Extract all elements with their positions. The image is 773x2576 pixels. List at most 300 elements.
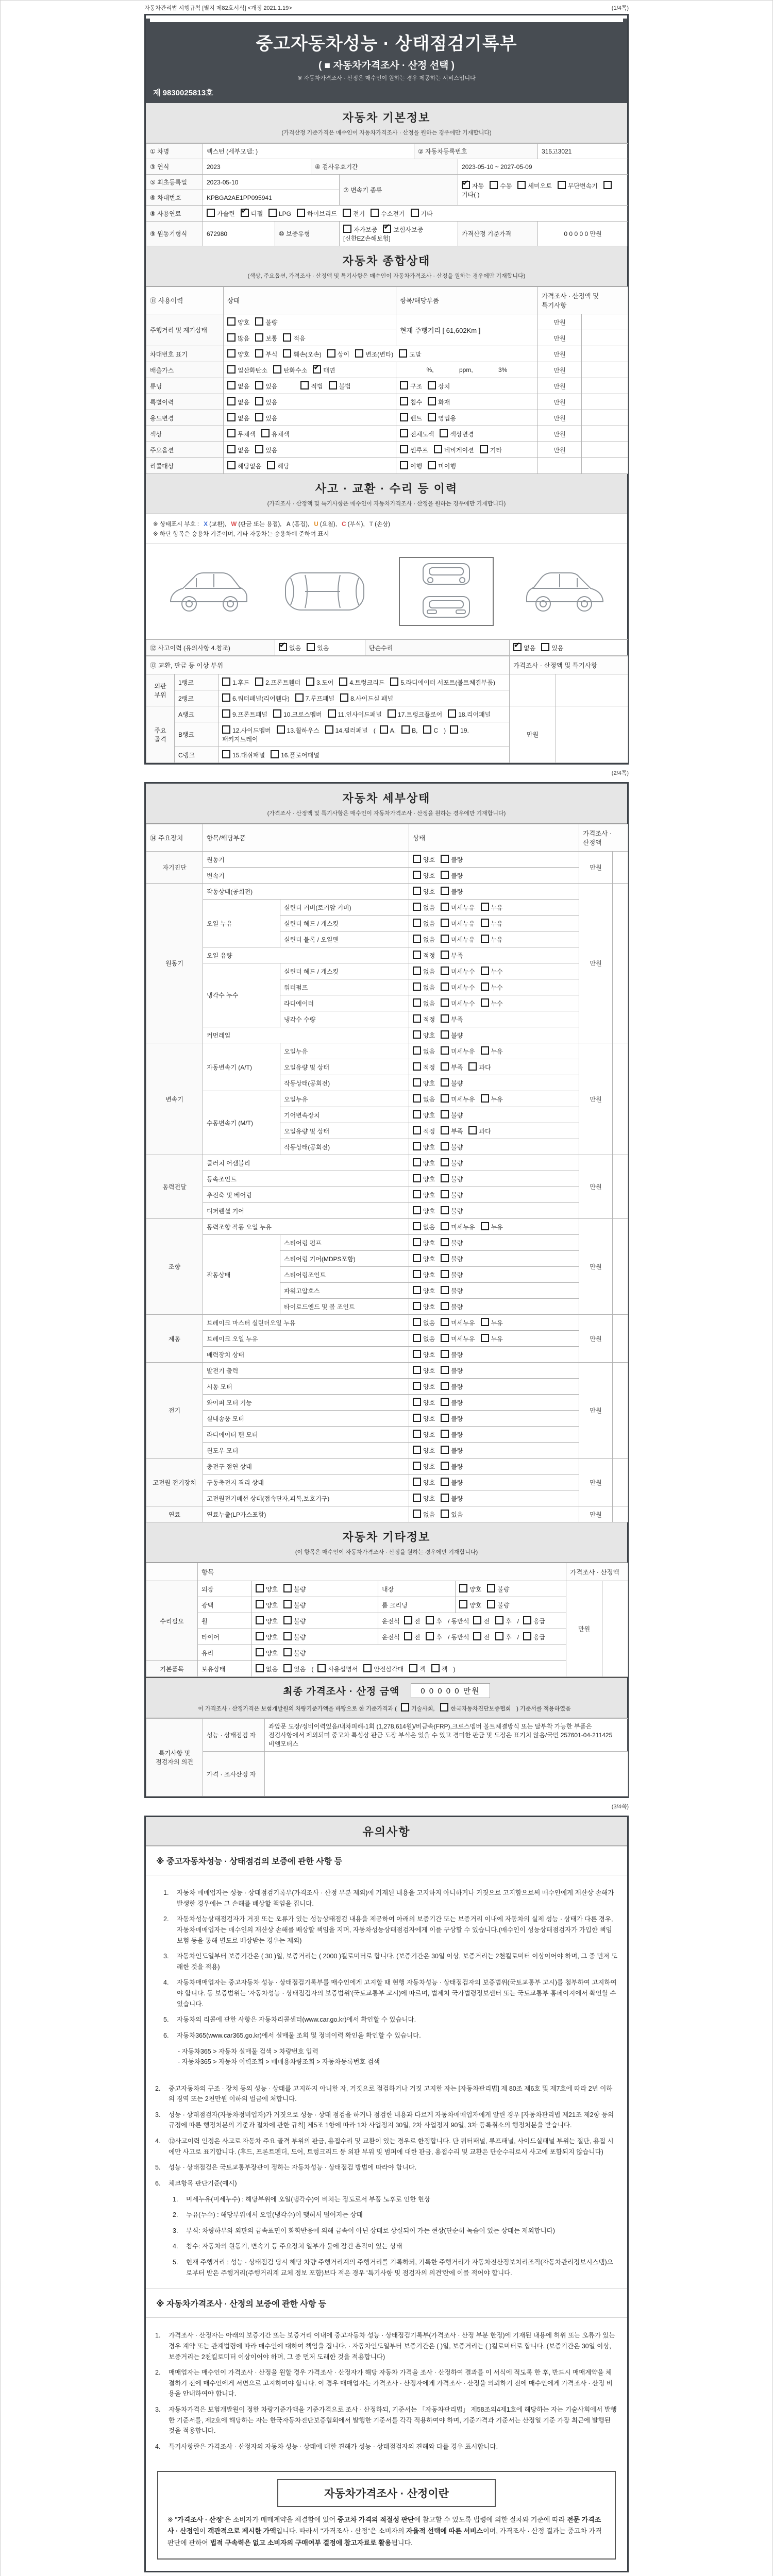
checkbox-label: C [433,727,439,734]
checkbox-label: 17.트렁크플로어 [397,711,443,718]
notice-item [163,1888,618,1909]
checkbox-없음[interactable] [513,643,522,651]
checkbox-불량[interactable] [487,1584,495,1592]
checkbox-C[interactable] [423,725,431,734]
checkbox-없음[interactable] [413,998,421,1007]
table-cell [409,1235,579,1251]
checkbox-후[interactable] [495,1632,503,1640]
checkbox-영업용[interactable] [428,413,436,421]
checkbox-불량[interactable] [441,1478,449,1486]
cell-text: 2023-05-10 [207,178,239,186]
checkbox-B,[interactable] [401,725,410,734]
checkbox-수동[interactable] [490,181,498,189]
checkbox-19.패키지트레이[interactable] [450,725,458,734]
checkbox-누수[interactable] [481,998,489,1007]
checkbox-있음[interactable] [255,413,263,421]
checkbox-불량[interactable] [441,1238,449,1246]
checkbox-후[interactable] [426,1632,434,1640]
checkbox-미세누유[interactable] [441,935,449,943]
checkbox-훼손(오손)[interactable] [283,349,291,358]
checkbox-기술사회,[interactable] [401,1703,409,1711]
checkbox-렌트[interactable] [400,413,408,421]
cell-text: 외판 부위 [154,682,166,699]
cell-text: 0 0 0 0 0 만원 [564,230,602,238]
checkbox-누유[interactable] [481,903,489,911]
checkbox-탄화수소[interactable] [273,365,281,374]
checkbox-양호[interactable] [413,1174,421,1182]
checkbox-불량[interactable] [441,1158,449,1166]
checkbox-전[interactable] [473,1616,481,1624]
checkbox-유채색[interactable] [261,429,270,437]
checkbox-구조[interactable] [400,381,408,389]
table-row [146,1171,628,1187]
checkbox-15.대쉬패널[interactable] [222,750,230,758]
checkbox-양호[interactable] [413,855,421,863]
checkbox-적정[interactable] [413,951,421,959]
checkbox-부족[interactable] [441,951,449,959]
checkbox-17.트렁크플로어[interactable] [388,709,396,718]
checkbox-label: 디젤 [250,210,263,217]
checkbox-없음[interactable] [227,413,236,421]
checkbox-양호[interactable] [256,1584,264,1592]
checkbox-전[interactable] [404,1616,412,1624]
table-row [146,410,628,426]
table-cell [409,1331,579,1347]
notice-subitem-number: 4. [173,2243,178,2250]
inline-text: / 동반석 [447,1634,469,1641]
checkbox-불량[interactable] [441,1078,449,1087]
checkbox-기타[interactable] [480,445,488,453]
cell-text: 만원 [578,1625,591,1633]
checkbox-잭[interactable] [409,1664,417,1672]
table-cell [582,314,628,330]
checkbox-양호[interactable] [413,1398,421,1406]
checkbox-7.루프패널[interactable] [295,693,304,702]
checkbox-불량[interactable] [441,1494,449,1502]
final-amount-note [146,1703,627,1718]
checkbox-미세누유[interactable] [441,1318,449,1326]
checkbox-LPG[interactable] [268,209,277,217]
checkbox-불량[interactable] [441,1414,449,1422]
appraisal-segment: 객관적으로 제시한 가액 [207,2527,276,2535]
checkbox-안전삼각대[interactable] [363,1664,372,1672]
table-row [146,1315,628,1331]
checkbox-있음[interactable] [441,1510,449,1518]
checkbox-양호[interactable] [413,1254,421,1262]
checkbox-양호[interactable] [413,1350,421,1358]
checkbox-불량[interactable] [441,1190,449,1198]
checkbox-label: 미세누유 [451,936,475,943]
checkbox-매연[interactable] [313,365,321,374]
cell-text: 672980 [207,230,228,238]
checkbox-1.후드[interactable] [222,677,230,686]
checkbox-label: 미세누수 [451,1000,475,1007]
checkbox-12.사이드멤버[interactable] [222,725,230,734]
checkbox-미세누유[interactable] [441,919,449,927]
checkbox-양호[interactable] [413,1494,421,1502]
table-cell [538,314,582,330]
checkbox-불량[interactable] [441,1270,449,1278]
cell-text: 배력장치 상태 [207,1351,244,1359]
checkbox-없음[interactable] [413,903,421,911]
checkbox-불량[interactable] [487,1600,495,1608]
checkbox-label: 없음 [423,1048,435,1055]
checkbox-부식[interactable] [255,349,263,358]
checkbox-전[interactable] [473,1632,481,1640]
checkbox-불량[interactable] [441,1398,449,1406]
checkbox-양호[interactable] [256,1616,264,1624]
checkbox-불량[interactable] [441,1462,449,1470]
checkbox-응급[interactable] [523,1632,531,1640]
checkbox-양호[interactable] [413,1158,421,1166]
document-title: 중고자동차성능 · 상태점검기록부 [256,34,517,54]
checkbox-있음[interactable] [255,445,263,453]
checkbox-무단변속기[interactable] [558,181,566,189]
checkbox-양호[interactable] [459,1584,467,1592]
table-cell [396,458,538,474]
checkbox-불량[interactable] [441,1446,449,1454]
checkbox-후[interactable] [495,1616,503,1624]
checkbox-디젤[interactable] [241,209,249,217]
checkbox-미세누유[interactable] [441,903,449,911]
table-cell [146,674,175,706]
checkbox-없음[interactable] [413,935,421,943]
table-row [146,1581,628,1597]
checkbox-부족[interactable] [441,1062,449,1071]
checkbox-불량[interactable] [441,887,449,895]
cell-text: 기본품목 [160,1665,184,1673]
checkbox-label: 미세누유 [451,1335,475,1343]
checkbox-16.플로어패널[interactable] [271,750,279,758]
checkbox-양호[interactable] [413,1302,421,1310]
checkbox-있음[interactable] [541,643,549,651]
checkbox-누유[interactable] [481,1046,489,1055]
checkbox-11.인사이드패널[interactable] [328,709,336,718]
table-cell [409,1283,579,1299]
checkbox-양호[interactable] [413,1414,421,1422]
checkbox-label: 장치 [438,383,450,390]
checkbox-양호[interactable] [413,1190,421,1198]
notice-item [163,1914,618,1946]
checkbox-양호[interactable] [459,1600,467,1608]
checkbox-없음[interactable] [227,381,236,389]
checkbox-양호[interactable] [256,1648,264,1656]
legend-label: (흠집), [290,521,311,528]
checkbox-label: 적정 [423,952,435,959]
checkbox-불량[interactable] [441,1366,449,1374]
checkbox-양호[interactable] [413,1078,421,1087]
cell-text: 기어변속장치 [284,1111,320,1119]
checkbox-잭[interactable] [431,1664,440,1672]
header-cell [146,656,510,674]
checkbox-불량[interactable] [441,1302,449,1310]
car-diagrams [146,544,627,639]
checkbox-없음[interactable] [413,1094,421,1103]
table-row [146,1363,628,1379]
checkbox-양호[interactable] [413,1206,421,1214]
checkbox-양호[interactable] [413,871,421,879]
checkbox-양호[interactable] [413,1286,421,1294]
cell-text: 커먼레일 [207,1031,231,1039]
checkbox-양호[interactable] [413,1382,421,1390]
checkbox-기타[interactable] [411,209,419,217]
checkbox-미세누유[interactable] [441,1046,449,1055]
checkbox-전체도색[interactable] [400,429,408,437]
table-cell [203,1155,409,1171]
checkbox-없음[interactable] [413,982,421,991]
checkbox-10.크로스멤버[interactable] [273,709,281,718]
checkbox-불량[interactable] [283,1632,292,1640]
checkbox-불량[interactable] [441,1350,449,1358]
checkbox-불량[interactable] [283,1648,292,1656]
table-row [146,1379,628,1395]
checkbox-가솔린[interactable] [207,209,215,217]
checkbox-미세누유[interactable] [441,1334,449,1342]
notice-subitem-text: 침수: 자동차의 원동기, 변속기 등 주요장치 일부가 물에 잠긴 흔적이 있는 상태 [186,2243,402,2250]
checkbox-불량[interactable] [283,1584,292,1592]
checkbox-불법[interactable] [329,381,337,389]
checkbox-label: 양호 [423,1192,435,1199]
table-cell [203,1475,409,1490]
checkbox-양호[interactable] [413,1030,421,1039]
checkbox-label: 불량 [451,1479,463,1486]
checkbox-label: 불량 [451,888,463,895]
table-cell [203,963,280,1027]
checkbox-무채색[interactable] [227,429,236,437]
checkbox-불량[interactable] [441,1382,449,1390]
checkbox-label: 적음 [293,335,306,342]
checkbox-있음[interactable] [307,643,315,651]
checkbox-자가보증[interactable] [343,225,351,233]
checkbox-미세누유[interactable] [441,1094,449,1103]
checkbox-전기[interactable] [343,209,351,217]
checkbox-14.필러패널[interactable] [325,725,333,734]
table-cell [146,1155,203,1219]
table-cell [203,1091,280,1155]
checkbox-누유[interactable] [481,919,489,927]
checkbox-불량[interactable] [255,317,263,326]
checkbox-없음[interactable] [413,1222,421,1230]
checkbox-적정[interactable] [413,1014,421,1023]
checkbox-썬루프[interactable] [400,445,408,453]
checkbox-양호[interactable] [413,1430,421,1438]
checkbox-누유[interactable] [481,1222,489,1230]
checkbox-사용설명서[interactable] [317,1664,326,1672]
checkbox-응급[interactable] [523,1616,531,1624]
checkbox-상이[interactable] [327,349,335,358]
checkbox-색상변경[interactable] [440,429,448,437]
cell-text: 가격조사 · 산정액 및 특기사항 [513,662,597,669]
table-cell [219,674,510,690]
notice-subitem-number: 1. [173,2195,178,2203]
table-row [146,640,628,656]
table-cell [146,1719,203,1797]
checkbox-불량[interactable] [283,1600,292,1608]
checkbox-불량[interactable] [441,1030,449,1039]
checkbox-장치[interactable] [428,381,436,389]
checkbox-누수[interactable] [481,982,489,991]
checkbox-label: 미세누유 [451,1096,475,1103]
checkbox-양호[interactable] [413,1110,421,1118]
checkbox-13.휠하우스[interactable] [277,725,285,734]
cell-text: 오일유량 및 상태 [284,1127,329,1135]
checkbox-미세누수[interactable] [441,967,449,975]
checkbox-불량[interactable] [441,1254,449,1262]
checkbox-이행[interactable] [400,461,408,469]
table-row [146,1597,628,1613]
checkbox-보험사보증[interactable] [383,225,391,233]
checkbox-A,[interactable] [380,725,388,734]
checkbox-일산화탄소[interactable] [227,365,236,374]
checkbox-양호[interactable] [413,1478,421,1486]
checkbox-5.라디에이터 서포트(볼트체결부품)[interactable] [390,677,398,686]
checkbox-없음[interactable] [279,643,287,651]
checkbox-label: 양호 [423,1272,435,1279]
table-cell [409,1443,579,1459]
checkbox-자동[interactable] [462,181,470,189]
checkbox-양호[interactable] [413,1366,421,1374]
checkbox-불량[interactable] [283,1616,292,1624]
checkbox-불량[interactable] [441,1110,449,1118]
checkbox-label: 없음 [423,1319,435,1327]
checkbox-하이브리드[interactable] [297,209,305,217]
checkbox-label: 수동 [500,182,512,190]
checkbox-해당[interactable] [267,461,275,469]
cell-text: 등속조인트 [207,1175,237,1183]
checkbox-양호[interactable] [227,349,236,358]
checkbox-화재[interactable] [428,397,436,405]
cell-text: 변속기 [165,1095,183,1103]
cell-text: 오일누유 [284,1095,308,1103]
notice-item [155,2442,618,2452]
checkbox-누수[interactable] [481,967,489,975]
checkbox-없음[interactable] [413,1334,421,1342]
checkbox-없음[interactable] [413,1510,421,1518]
checkbox-label: 양호 [423,1144,435,1151]
checkbox-적음[interactable] [283,333,291,342]
checkbox-있음[interactable] [283,1664,292,1672]
checkbox-4.트렁크리드[interactable] [339,677,347,686]
checkbox-불량[interactable] [441,871,449,879]
notice-item [155,2404,618,2436]
checkbox-없음[interactable] [413,919,421,927]
checkbox-전[interactable] [404,1632,412,1640]
checkbox-양호[interactable] [413,1462,421,1470]
checkbox-양호[interactable] [413,1142,421,1150]
table-cell [280,1251,409,1267]
checkbox-보통[interactable] [255,333,263,342]
notice-item-number: 3. [155,2111,161,2119]
checkbox-label: 변조(변타) [365,351,394,358]
notice-item [155,2136,618,2157]
basic-info-note: (가격산정 기준가격은 매수인이 자동차가격조사 · 산정을 원하는 경우에만 기재합니다) [281,130,492,136]
table-cell [146,1506,203,1522]
checkbox-과다[interactable] [468,1062,477,1071]
checkbox-양호[interactable] [413,1238,421,1246]
checkbox-미세누수[interactable] [441,982,449,991]
table-row [146,1331,628,1347]
checkbox-누유[interactable] [481,1334,489,1342]
checkbox-불량[interactable] [441,855,449,863]
checkbox-네비게이션[interactable] [434,445,442,453]
checkbox-미이행[interactable] [428,461,436,469]
checkbox-한국자동차진단보증협회[interactable] [440,1703,448,1711]
checkbox-불량[interactable] [441,1286,449,1294]
checkbox-적법[interactable] [300,381,309,389]
checkbox-9.프론트패널[interactable] [222,709,230,718]
checkbox-6.쿼터패널(리어휀다)[interactable] [222,693,230,702]
checkbox-양호[interactable] [256,1632,264,1640]
checkbox-18.리어패널[interactable] [448,709,456,718]
checkbox-8.사이드실 패널[interactable] [340,693,348,702]
page-marker-2: (2/4쪽) [611,770,629,776]
cell-text: B랭크 [178,731,195,738]
checkbox-있음[interactable] [255,397,263,405]
checkbox-해당없음[interactable] [227,461,236,469]
checkbox-양호[interactable] [256,1600,264,1608]
checkbox-불량[interactable] [441,1174,449,1182]
checkbox-없음[interactable] [256,1664,264,1672]
checkbox-부족[interactable] [441,1126,449,1134]
table-cell [280,916,409,931]
checkbox-미세누수[interactable] [441,998,449,1007]
notice-sec2-header: ※ 자동차가격조사 · 산정의 보증에 관한 사항 등 [146,2289,627,2318]
checkbox-불량[interactable] [441,1206,449,1214]
cell-text: 수리필요 [160,1617,184,1625]
checkbox-미세누유[interactable] [441,1222,449,1230]
checkbox-양호[interactable] [227,317,236,326]
checkbox-세미오토[interactable] [517,181,526,189]
checkbox-2.프론트휀더[interactable] [255,677,263,686]
checkbox-없음[interactable] [413,1318,421,1326]
checkbox-양호[interactable] [413,1270,421,1278]
checkbox-label: 양호 [423,856,435,863]
checkbox-누유[interactable] [481,1094,489,1103]
checkbox-수소전기[interactable] [371,209,379,217]
checkbox-양호[interactable] [413,1446,421,1454]
checkbox-있음[interactable] [255,381,263,389]
table-cell [582,426,628,442]
checkbox-적정[interactable] [413,1062,421,1071]
table-cell [280,1299,409,1315]
table-cell [458,159,628,175]
checkbox-도말[interactable] [399,349,407,358]
checkbox-불량[interactable] [441,1142,449,1150]
checkbox-적정[interactable] [413,1126,421,1134]
cell-text: ① 차명 [150,148,170,155]
notice-item-text: 성능 · 상태점검자(자동차정비업자)가 거짓으로 성능 · 상태 점검을 하거나 점검한 내용과 다르게 자동차매매업자에게 알린 경우 [자동차관리법 제21조 제2항 등의 규정에 따른 행정처분의 기준과 절차에 관한 규칙] 제5조 1항에 따라 1차 사업정지 30일, 2차 사업정지 90일, 3차 등록취소의 행정처분을 받습니다. [169,2111,614,2129]
checkbox-변조(변타)[interactable] [355,349,363,358]
checkbox-없음[interactable] [227,445,236,453]
checkbox-누유[interactable] [481,1318,489,1326]
checkbox-없음[interactable] [413,1046,421,1055]
checkbox-기타( )[interactable] [603,181,612,189]
checkbox-3.도어[interactable] [306,677,314,686]
checkbox-불량[interactable] [441,1430,449,1438]
checkbox-없음[interactable] [227,397,236,405]
checkbox-후[interactable] [426,1616,434,1624]
checkbox-부족[interactable] [441,1014,449,1023]
checkbox-양호[interactable] [413,887,421,895]
checkbox-많음[interactable] [227,333,236,342]
cell-text: ⑩ 보증유형 [279,230,310,238]
checkbox-누유[interactable] [481,935,489,943]
checkbox-label: 있음 [551,645,564,652]
checkbox-없음[interactable] [413,967,421,975]
checkbox-과다[interactable] [468,1126,477,1134]
checkbox-침수[interactable] [400,397,408,405]
checkbox-label: 전 [414,1634,421,1641]
